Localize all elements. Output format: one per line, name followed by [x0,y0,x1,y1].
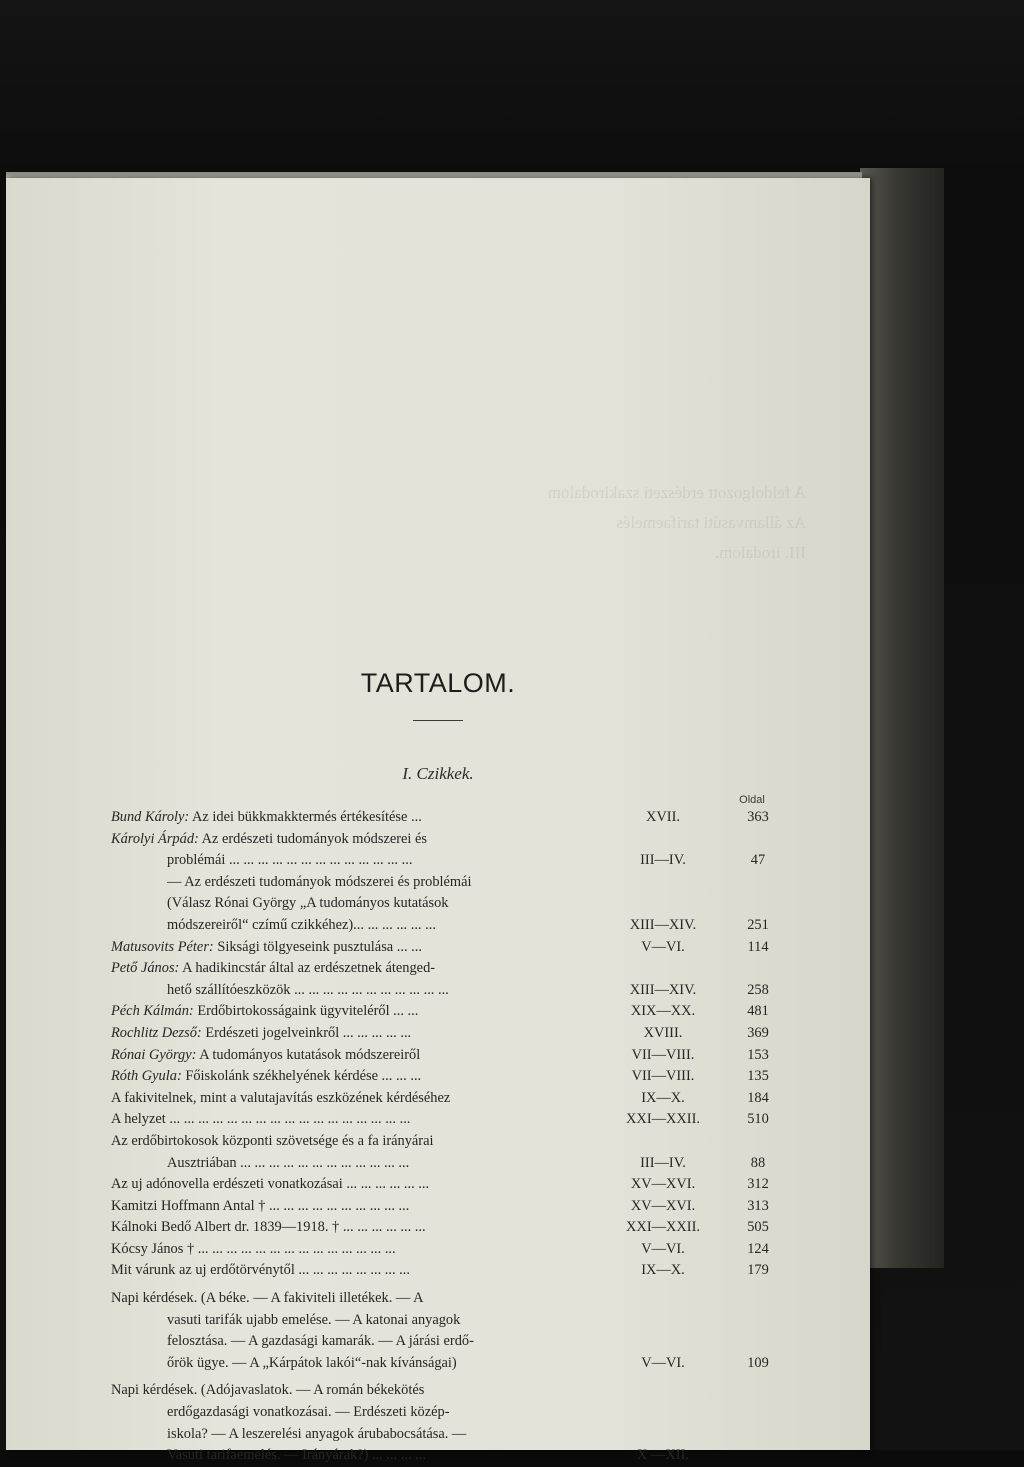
entry-page-number: 114 [747,938,769,955]
toc-entry-text: problémái ... ... ... ... ... ... ... ... ... ... ... ... ... [167,852,413,869]
entry-title: Erdőbirtokosságaink ügyviteléről ... ... [193,1003,419,1020]
toc-entry-text: Napi kérdések. (Adójavaslatok. — A román békekötés [111,1382,425,1399]
entry-issue-number: IX—X. [641,1089,685,1106]
toc-entry-text [111,807,607,829]
toc-entry-text: vasuti tarifák ujabb emelése. — A katonai anyagok [167,1311,461,1328]
toc-entry [103,958,783,980]
toc-entry [103,1331,783,1353]
section-heading: I. Czikkek. [402,764,474,783]
entry-page-number: 153 [747,1046,769,1063]
toc-entry [103,1424,783,1446]
entry-author: Pető János: [111,960,180,977]
toc-entry [103,1288,783,1310]
entry-page-number: 184 [747,1089,769,1106]
entry-issue-number: VII—VIII. [631,1046,695,1063]
entry-page-number: 47 [750,852,766,869]
entry-author: Péch Kálmán: [111,1003,194,1020]
toc-entry-text [111,1066,607,1088]
bleed-through-text [106,478,806,778]
entry-title: A tudományos kutatások módszereiről [196,1046,421,1063]
entry-issue-number: V—VI. [641,1354,685,1371]
toc-entry-text: felosztása. — A gazdasági kamarák. — A járási erdő- [167,1333,474,1350]
entry-author: Rónai György: [111,1046,197,1063]
toc-entry [103,807,783,829]
toc-entry [103,1023,783,1045]
entry-issue-number: III—IV. [640,1154,686,1171]
toc-entry-text: hető szállítóeszközök ... ... ... ... ... ... ... ... ... ... ... [167,981,449,998]
bleed-line: III. irodalom. [714,543,806,562]
toc-entry-text: Az uj adónovella erdészeti vonatkozásai ... ... ... ... ... ... [111,1176,430,1193]
entry-issue-number: XXI—XXII. [626,1111,700,1128]
entry-title: Az idei bükkmakktermés értékesítése ... [189,809,422,825]
toc-entry [103,1310,783,1332]
entry-title: Siksági tölgyeseink pusztulása ... ... [213,938,422,955]
toc-entry-text [111,829,607,851]
entry-issue-number: VII—VIII. [631,1068,695,1085]
toc-entry-text: Napi kérdések. (A béke. — A fakiviteli illetékek. — A [111,1290,424,1307]
toc-entry [103,1131,783,1153]
entry-page-number: 109 [747,1354,769,1371]
entry-page-number: 363 [747,809,769,825]
toc-entry-text: Kócsy János † ... ... ... ... ... ... ... ... ... ... ... ... ... ... [111,1240,396,1257]
page-title: TARTALOM. [360,668,516,698]
title-divider [413,720,463,721]
entry-page-number: 258 [747,981,769,998]
entry-page-number: 313 [747,1197,769,1214]
entry-issue-number: XIII—XIV. [629,981,697,998]
document-page [6,178,870,1464]
entry-title: Erdészeti jogelveinkről ... ... ... ... ... [201,1024,412,1041]
toc-entry [103,1196,783,1218]
toc-entry-text: erdőgazdasági vonatkozásai. — Erdészeti közép- [167,1404,450,1421]
book-cover-edge [860,168,944,1268]
toc-entry-text: Az erdőbirtokosok központi szövetsége és a fa irányárai [111,1132,434,1149]
toc-entry-text: — Az erdészeti tudományok módszerei és problémái [167,873,472,890]
toc-entry [103,850,783,872]
toc-entry-text: (Válasz Rónai György „A tudományos kutatások [167,895,449,912]
entry-page-number: 481 [747,1003,769,1020]
entry-page-number: 505 [747,1219,769,1236]
toc-entry-text: módszereiről“ czímű czikkéhez)... ... ... ... ... ... [167,916,436,933]
entry-author: Károlyi Árpád: [111,830,199,847]
toc-entry-text: Vasuti tarifaemelés. — Irányárak?) ... ... ... ... [167,1447,426,1464]
entry-author: Bund Károly: [111,809,190,825]
entry-page-number: 135 [747,1068,769,1085]
entry-page-number: 369 [747,1024,769,1041]
toc-entry-text: A fakivitelnek, mint a valutajavítás eszközének kérdéséhez [111,1089,451,1106]
toc-entry [103,1239,783,1261]
toc-entry [103,893,783,915]
entry-title: Az erdészeti tudományok módszerei és [198,830,427,847]
toc-entry [103,1353,783,1375]
toc-entry [103,1045,783,1067]
bleed-line: A feldolgozott erdészeti szakirodalom [547,483,806,502]
entry-title: Főiskolánk székhelyének kérdése ... ... ... [181,1068,422,1085]
entry-page-number: 124 [747,1240,769,1257]
toc-entry [103,1445,783,1467]
entry-author: Matusovits Péter: [111,938,214,955]
entry-page-number: 251 [747,916,769,933]
entry-issue-number: III—IV. [640,852,686,869]
toc-entry [103,872,783,894]
entry-page-number: 88 [750,1154,766,1171]
toc-entry [103,980,783,1002]
page-column-header: Oldal [739,794,765,806]
toc-entry [103,1109,783,1131]
entry-page-number: 510 [747,1111,769,1128]
entry-issue-number: IX—X. [641,1262,685,1279]
toc-entry-text: iskola? — A leszerelési anyagok árubabocsátása. — [167,1425,467,1442]
toc-entry-text: Kamitzi Hoffmann Antal † ... ... ... ... ... ... ... ... ... ... [111,1197,410,1214]
bleed-line: Az államvasúti tarifaemelés [616,513,806,532]
toc-entry [103,937,783,959]
toc-entry-text: Mit várunk az uj erdőtörvénytől ... ... ... ... ... ... ... ... [111,1262,410,1279]
toc-entry-text [111,1045,607,1067]
entry-issue-number: V—VI. [641,1240,685,1257]
entry-page-number: 312 [747,1176,769,1193]
entry-issue-number: XIII—XIV. [629,916,697,933]
toc-entry [103,1153,783,1175]
toc-entry [103,1174,783,1196]
table-of-contents [103,807,783,1467]
toc-entry-text [111,958,607,980]
entry-issue-number: XIX—XX. [630,1003,696,1020]
entry-issue-number: XV—XVI. [630,1176,696,1193]
toc-entry [103,1260,783,1282]
toc-entry [103,829,783,851]
toc-entry-text: A helyzet ... ... ... ... ... ... ... ... ... ... ... ... ... ... ... ... ... [111,1111,411,1128]
toc-entry [103,1217,783,1239]
entry-page-number: 179 [747,1262,769,1279]
toc-entry [103,1402,783,1424]
entry-issue-number: XXI—XXII. [626,1219,700,1236]
entry-author: Rochlitz Dezső: [111,1024,202,1041]
entry-issue-number: XV—XVI. [630,1197,696,1214]
toc-entry-text [111,937,607,959]
toc-entry [103,1088,783,1110]
toc-entry [103,1001,783,1023]
toc-entry [103,915,783,937]
toc-entry-text: őrök ügye. — A „Kárpátok lakói“-nak kívánságai) [167,1354,457,1371]
toc-entry-text [111,1001,607,1023]
toc-entry [103,1066,783,1088]
entry-title: A hadikincstár által az erdészetnek átenged- [179,960,436,977]
entry-issue-number: V—VI. [641,938,685,955]
toc-entry [103,1380,783,1402]
toc-entry-text [111,1023,607,1045]
toc-entry-text: Ausztriában ... ... ... ... ... ... ... ... ... ... ... ... [167,1154,410,1171]
toc-entry-text: Kálnoki Bedő Albert dr. 1839—1918. † ... ... ... ... ... ... [111,1219,426,1236]
entry-issue-number: XVIII. [643,1024,683,1041]
entry-issue-number: X —XII. [637,1447,689,1464]
entry-author: Róth Gyula: [111,1068,182,1085]
entry-issue-number: XVII. [646,809,680,825]
